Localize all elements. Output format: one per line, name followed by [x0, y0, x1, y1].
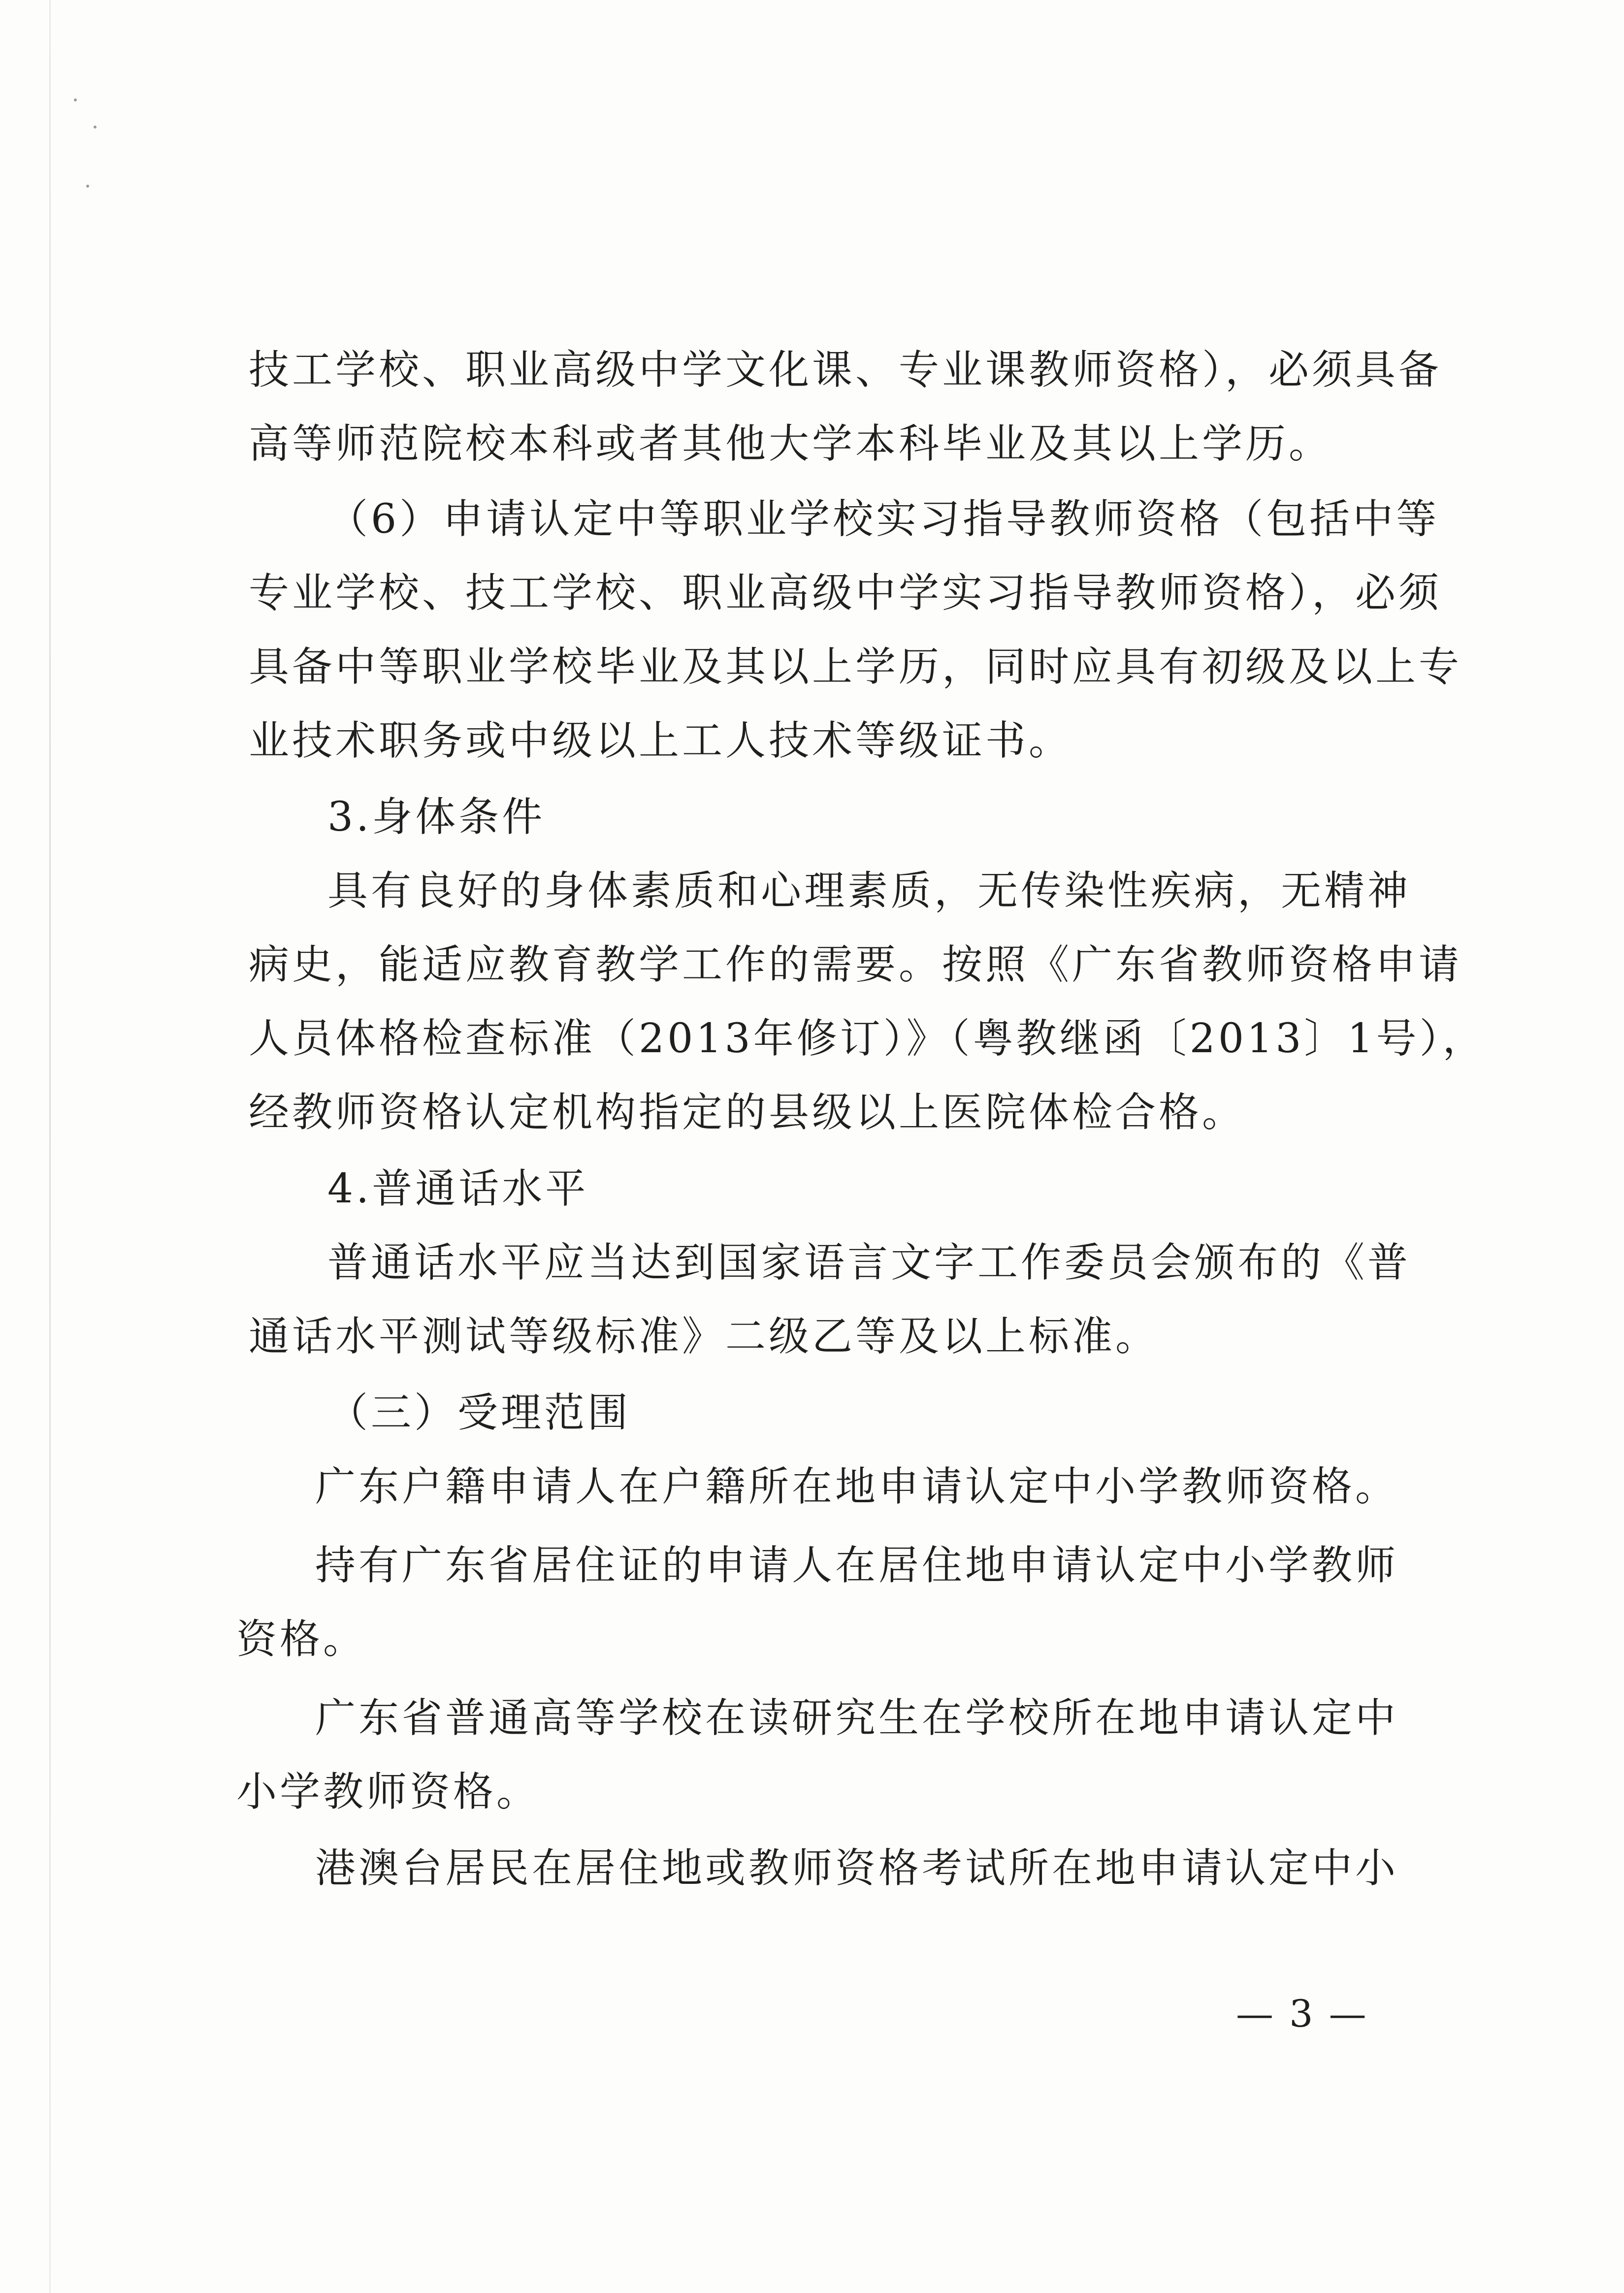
- scan-speck: [94, 126, 97, 129]
- text-line-19: 广东省普通高等学校在读研究生在学校所在地申请认定中: [315, 1695, 1399, 1742]
- section-heading-mandarin: 4.普通话水平: [327, 1165, 589, 1212]
- text-line-4: 专业学校、技工学校、职业高级中学实习指导教师资格），必须: [249, 570, 1442, 616]
- text-line-17: 持有广东省居住证的申请人在居住地申请认定中小学教师: [315, 1542, 1399, 1589]
- text-line-16: 广东户籍申请人在户籍所在地申请认定中小学教师资格。: [315, 1463, 1399, 1510]
- scan-speck: [86, 185, 89, 188]
- section-heading-scope: （三）受理范围: [327, 1389, 631, 1436]
- text-line-1: 技工学校、职业高级中学文化课、专业课教师资格），必须具备: [249, 347, 1442, 393]
- scan-edge-shadow: [49, 0, 51, 2293]
- text-line-10: 人员体格检查标准（2013年修订）》（粤教继函〔2013〕1号），: [249, 1015, 1486, 1062]
- text-line-11: 经教师资格认定机构指定的县级以上医院体检合格。: [249, 1089, 1246, 1136]
- text-line-3: （6）申请认定中等职业学校实习指导教师资格（包括中等: [327, 496, 1440, 543]
- text-line-9: 病史，能适应教育教学工作的需要。按照《广东省教师资格申请: [249, 941, 1462, 988]
- page-number: — 3 —: [1236, 1992, 1368, 2035]
- text-line-21: 港澳台居民在居住地或教师资格考试所在地申请认定中小: [315, 1845, 1399, 1892]
- text-line-6: 业技术职务或中级以上工人技术等级证书。: [249, 717, 1072, 764]
- text-line-13: 普通话水平应当达到国家语言文字工作委员会颁布的《普: [327, 1239, 1411, 1286]
- text-line-18: 资格。: [236, 1616, 367, 1663]
- text-line-2: 高等师范院校本科或者其他大学本科毕业及其以上学历。: [249, 420, 1332, 467]
- section-heading-physical: 3.身体条件: [327, 794, 546, 840]
- text-line-20: 小学教师资格。: [236, 1769, 540, 1815]
- text-line-8: 具有良好的身体素质和心理素质，无传染性疾病，无精神: [327, 868, 1411, 914]
- scan-speck: [74, 98, 77, 101]
- text-line-14: 通话水平测试等级标准》二级乙等及以上标准。: [249, 1313, 1159, 1360]
- text-line-5: 具备中等职业学校毕业及其以上学历，同时应具有初级及以上专: [249, 644, 1462, 690]
